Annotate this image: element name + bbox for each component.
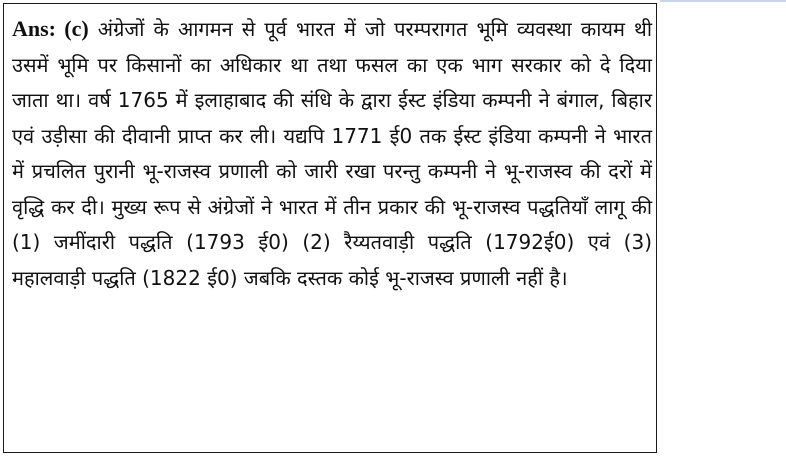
answer-label: Ans: (c) bbox=[12, 16, 89, 41]
top-accent-strip bbox=[660, 0, 786, 2]
answer-box bbox=[3, 3, 657, 453]
answer-paragraph bbox=[12, 11, 652, 296]
answer-body: अंग्रेजों के आगमन से पूर्व भारत में जो परम्परागत भूमि व्यवस्था कायम थी उसमें भूमि पर किसानों का अधिकार था तथा फसल का एक भाग सरकार को दे दिया जाता था। वर्ष 1765 में इलाहाबाद की संधि के द्वारा ईस्ट इंडिया कम्पनी ने बंगाल, बिहार एवं उड़ीसा की दीवानी प्राप्त कर ली। यद्यपि 1771 ई0 तक ईस्ट इंडिया कम्पनी ने भारत में प्रचलित पुरानी भू-राजस्व प्रणाली को जारी रखा परन्तु कम्पनी ने भू-राजस्व की दरों में वृद्धि कर दी। मुख्य रूप से अंग्रेजों ने भारत में तीन प्रकार की भू-राजस्व पद्धतियाँ लागू की (1) जमींदारी पद्धति (1793 ई0) (2) रैय्यतवाड़ी पद्धति (1792ई0) एवं (3) महालवाड़ी पद्धति (1822 ई0) जबकि दस्तक कोई भू-राजस्व प्रणाली नहीं है। bbox=[12, 17, 653, 290]
